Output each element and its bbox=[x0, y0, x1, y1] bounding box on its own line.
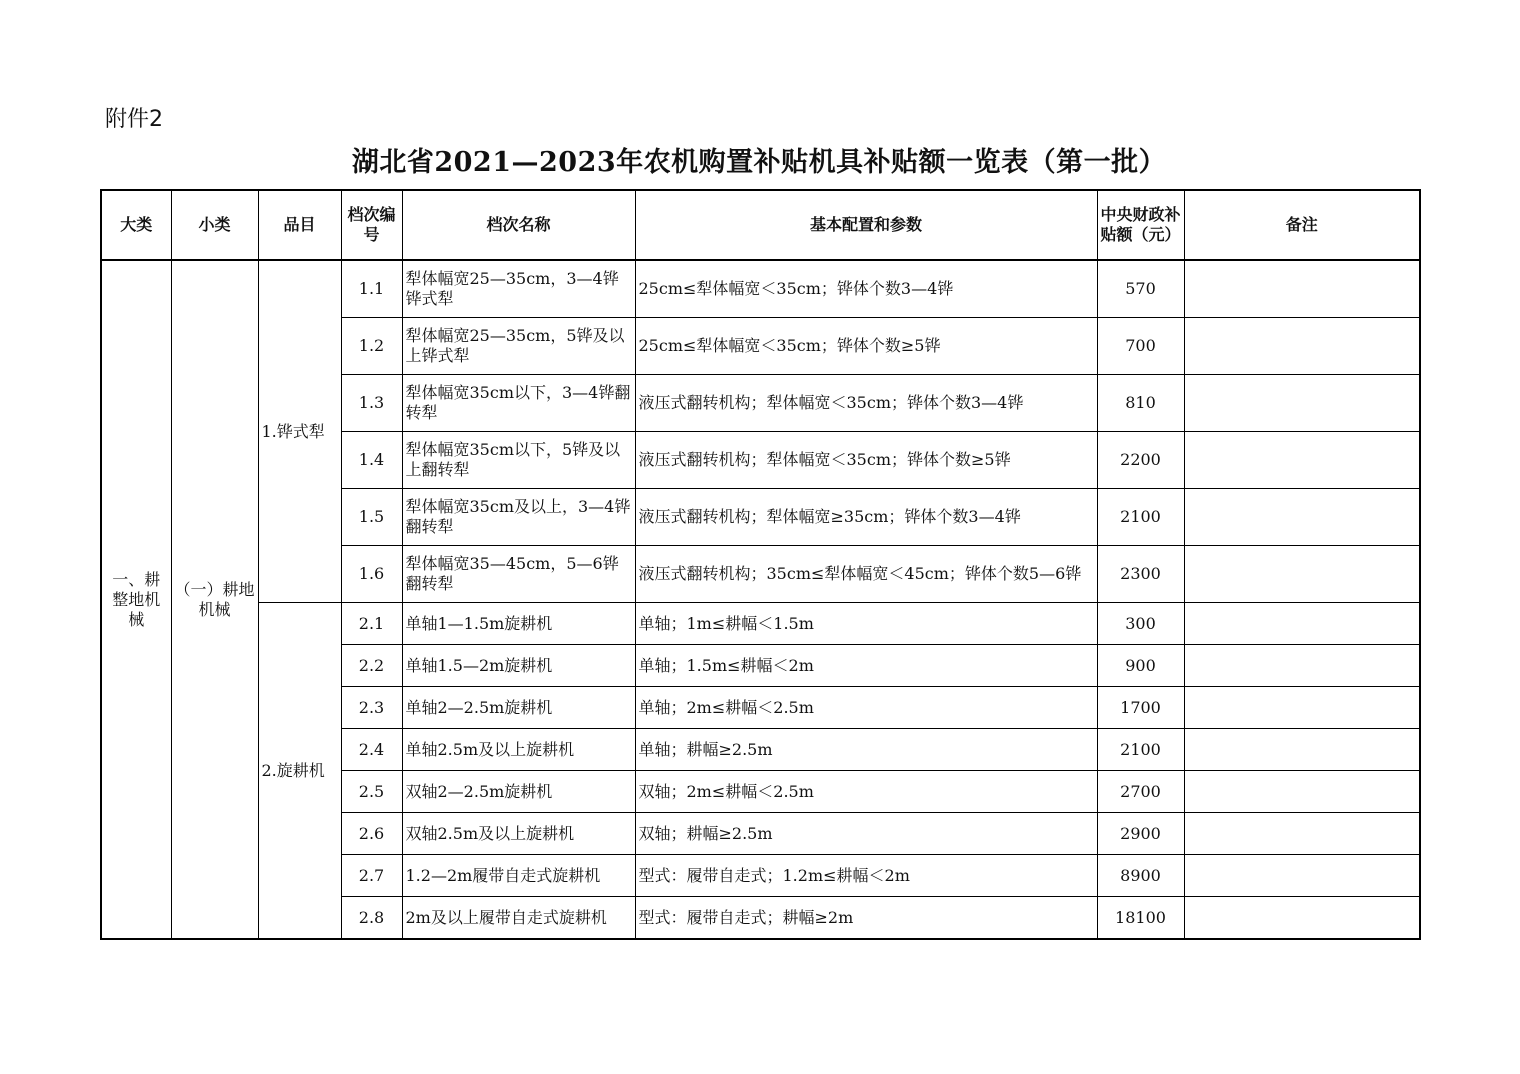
subsidy-amount: 2100 bbox=[1097, 729, 1184, 771]
attachment-label: 附件2 bbox=[105, 107, 163, 132]
config: 25cm≤犁体幅宽＜35cm；铧体个数3—4铧 bbox=[635, 260, 1097, 318]
subsidy-amount: 18100 bbox=[1097, 897, 1184, 940]
page-title: 湖北省2021—2023年农机购置补贴机具补贴额一览表（第一批） bbox=[351, 147, 1167, 178]
grade-name: 双轴2.5m及以上旋耕机 bbox=[402, 813, 635, 855]
config: 液压式翻转机构；犁体幅宽＜35cm；铧体个数≥5铧 bbox=[635, 432, 1097, 489]
grade-name: 犁体幅宽25—35cm，3—4铧铧式犁 bbox=[402, 260, 635, 318]
subsidy-amount: 1700 bbox=[1097, 687, 1184, 729]
header-notes: 备注 bbox=[1184, 190, 1420, 260]
subsidy-amount: 2300 bbox=[1097, 546, 1184, 603]
header-grade-no: 档次编号 bbox=[341, 190, 402, 260]
subsidy-amount: 8900 bbox=[1097, 855, 1184, 897]
header-row bbox=[101, 190, 1420, 260]
grade-no: 1.6 bbox=[341, 546, 402, 603]
config: 液压式翻转机构；35cm≤犁体幅宽＜45cm；铧体个数5—6铧 bbox=[635, 546, 1097, 603]
subsidy-amount: 2700 bbox=[1097, 771, 1184, 813]
grade-no: 1.3 bbox=[341, 375, 402, 432]
header-minor: 小类 bbox=[171, 190, 258, 260]
grade-no: 2.8 bbox=[341, 897, 402, 940]
config: 型式：履带自走式；耕幅≥2m bbox=[635, 897, 1097, 940]
config: 单轴；2m≤耕幅＜2.5m bbox=[635, 687, 1097, 729]
grade-no: 1.4 bbox=[341, 432, 402, 489]
grade-no: 1.5 bbox=[341, 489, 402, 546]
subsidy-amount: 570 bbox=[1097, 260, 1184, 318]
subsidy-table bbox=[100, 189, 1421, 940]
header-grade-name: 档次名称 bbox=[402, 190, 635, 260]
note bbox=[1184, 813, 1420, 855]
subsidy-amount: 2200 bbox=[1097, 432, 1184, 489]
grade-name: 犁体幅宽35cm以下，3—4铧翻转犁 bbox=[402, 375, 635, 432]
config: 型式：履带自走式；1.2m≤耕幅＜2m bbox=[635, 855, 1097, 897]
grade-no: 2.5 bbox=[341, 771, 402, 813]
grade-no: 1.1 bbox=[341, 260, 402, 318]
note bbox=[1184, 546, 1420, 603]
config: 单轴；1.5m≤耕幅＜2m bbox=[635, 645, 1097, 687]
note bbox=[1184, 687, 1420, 729]
config: 液压式翻转机构；犁体幅宽≥35cm；铧体个数3—4铧 bbox=[635, 489, 1097, 546]
header-config: 基本配置和参数 bbox=[635, 190, 1097, 260]
grade-name: 单轴2—2.5m旋耕机 bbox=[402, 687, 635, 729]
note bbox=[1184, 645, 1420, 687]
grade-no: 2.3 bbox=[341, 687, 402, 729]
grade-name: 1.2—2m履带自走式旋耕机 bbox=[402, 855, 635, 897]
note bbox=[1184, 489, 1420, 546]
grade-no: 2.4 bbox=[341, 729, 402, 771]
table-row bbox=[101, 260, 1420, 318]
grade-name: 单轴1.5—2m旋耕机 bbox=[402, 645, 635, 687]
grade-name: 2m及以上履带自走式旋耕机 bbox=[402, 897, 635, 940]
item-cell-rotary-tiller: 2.旋耕机 bbox=[258, 603, 341, 940]
grade-no: 2.2 bbox=[341, 645, 402, 687]
note bbox=[1184, 260, 1420, 318]
subsidy-amount: 2100 bbox=[1097, 489, 1184, 546]
header-major: 大类 bbox=[101, 190, 171, 260]
config: 液压式翻转机构；犁体幅宽＜35cm；铧体个数3—4铧 bbox=[635, 375, 1097, 432]
grade-name: 犁体幅宽35cm及以上，3—4铧翻转犁 bbox=[402, 489, 635, 546]
table-row bbox=[101, 603, 1420, 645]
config: 单轴；1m≤耕幅＜1.5m bbox=[635, 603, 1097, 645]
grade-name: 犁体幅宽35cm以下，5铧及以上翻转犁 bbox=[402, 432, 635, 489]
note bbox=[1184, 375, 1420, 432]
note bbox=[1184, 897, 1420, 940]
grade-name: 单轴2.5m及以上旋耕机 bbox=[402, 729, 635, 771]
grade-no: 2.1 bbox=[341, 603, 402, 645]
subsidy-amount: 300 bbox=[1097, 603, 1184, 645]
header-subsidy: 中央财政补贴额（元） bbox=[1097, 190, 1184, 260]
grade-name: 犁体幅宽25—35cm，5铧及以上铧式犁 bbox=[402, 318, 635, 375]
subsidy-amount: 900 bbox=[1097, 645, 1184, 687]
header-item: 品目 bbox=[258, 190, 341, 260]
note bbox=[1184, 855, 1420, 897]
config: 25cm≤犁体幅宽＜35cm；铧体个数≥5铧 bbox=[635, 318, 1097, 375]
note bbox=[1184, 318, 1420, 375]
subsidy-amount: 700 bbox=[1097, 318, 1184, 375]
grade-no: 2.6 bbox=[341, 813, 402, 855]
note bbox=[1184, 729, 1420, 771]
note bbox=[1184, 771, 1420, 813]
grade-no: 1.2 bbox=[341, 318, 402, 375]
subsidy-amount: 2900 bbox=[1097, 813, 1184, 855]
grade-name: 单轴1—1.5m旋耕机 bbox=[402, 603, 635, 645]
grade-no: 2.7 bbox=[341, 855, 402, 897]
subsidy-amount: 810 bbox=[1097, 375, 1184, 432]
config: 双轴；耕幅≥2.5m bbox=[635, 813, 1097, 855]
minor-category-cell: （一）耕地机械 bbox=[171, 260, 258, 939]
grade-name: 双轴2—2.5m旋耕机 bbox=[402, 771, 635, 813]
note bbox=[1184, 603, 1420, 645]
config: 单轴；耕幅≥2.5m bbox=[635, 729, 1097, 771]
item-cell-plow: 1.铧式犁 bbox=[258, 260, 341, 603]
config: 双轴；2m≤耕幅＜2.5m bbox=[635, 771, 1097, 813]
grade-name: 犁体幅宽35—45cm，5—6铧翻转犁 bbox=[402, 546, 635, 603]
major-category-cell: 一、耕整地机械 bbox=[101, 260, 171, 939]
note bbox=[1184, 432, 1420, 489]
